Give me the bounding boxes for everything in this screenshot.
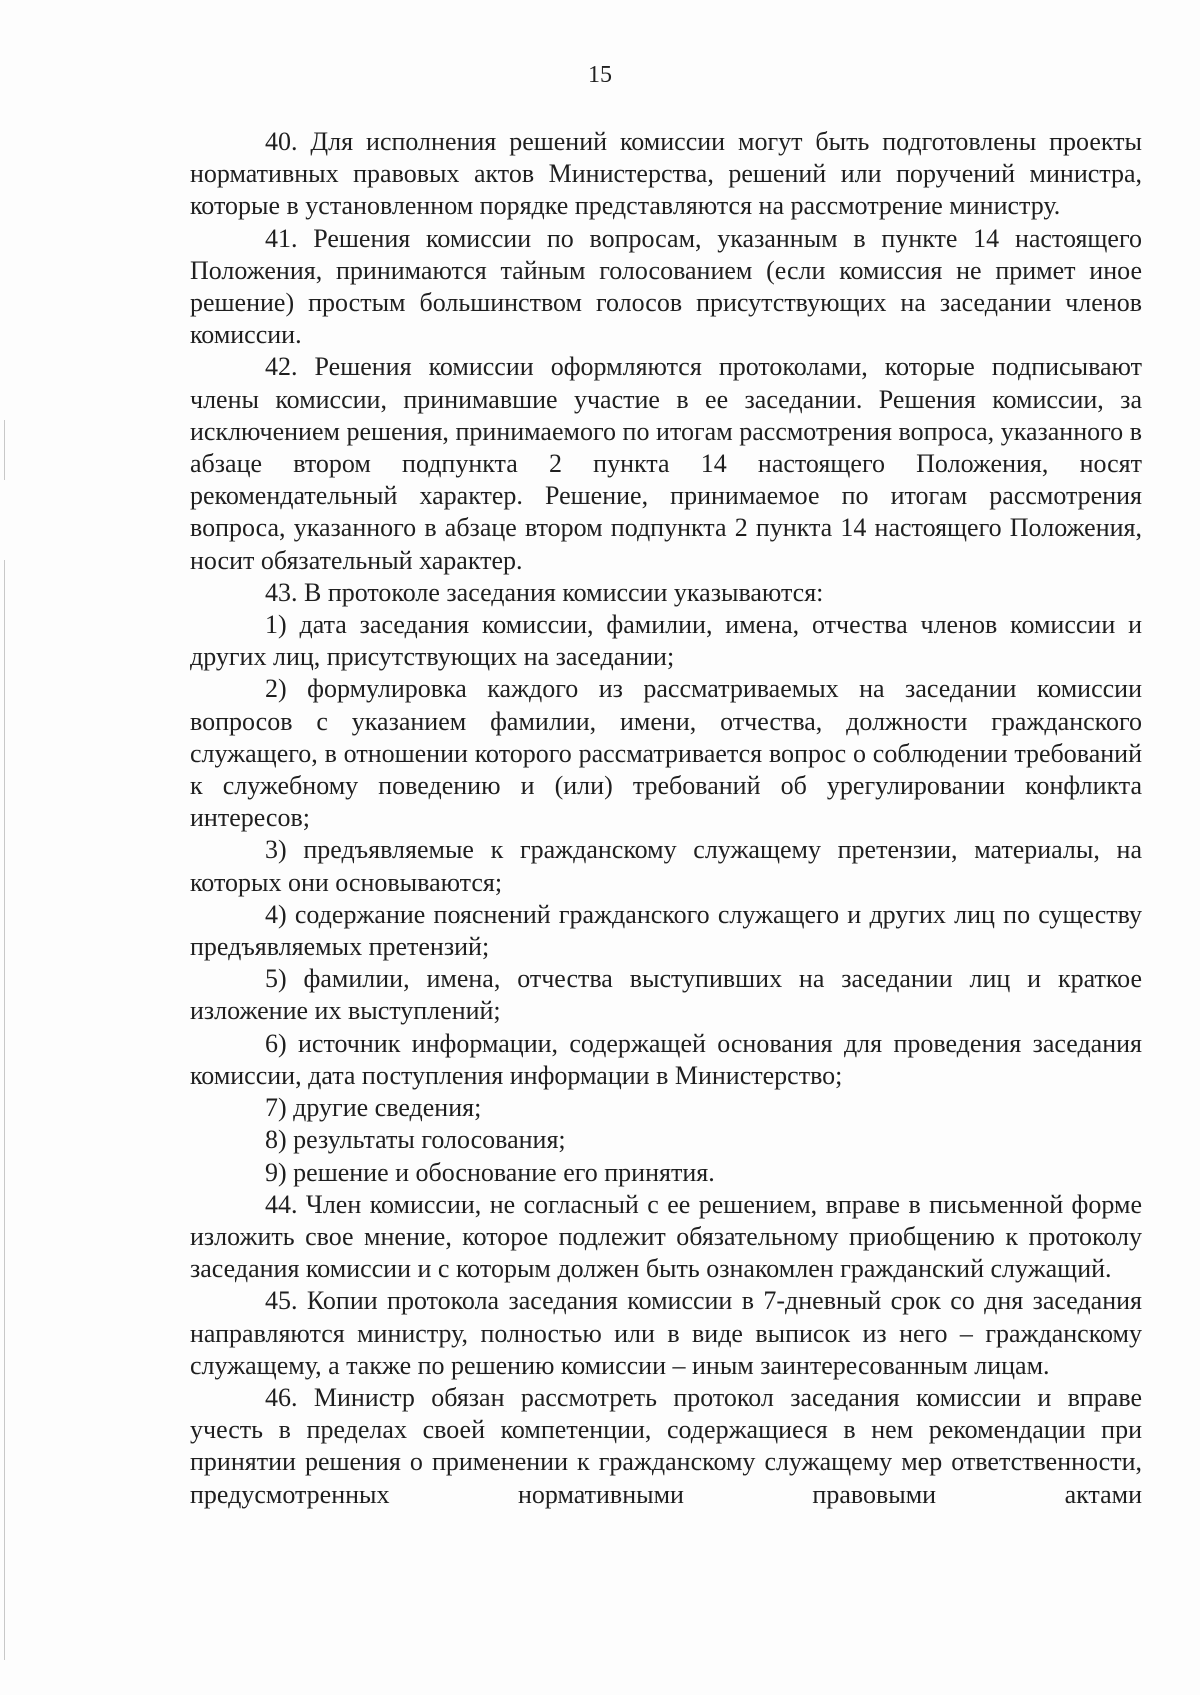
- list-item-2: 2) формулировка каждого из рассматриваемых на заседании комиссии вопросов с указанием фамилии, имени, отчества, должности гражданского служащего, в отношении которого рассматривается вопрос о соблюдении требований к служебному поведению и (или) требований об урегулировании конфликта интересов;: [190, 674, 1142, 833]
- paragraph-42: 42. Решения комиссии оформляются протоколами, которые подписывают члены комиссии, принимавшие участие в ее заседании. Решения комиссии, за исключением решения, принимаемого по итогам рассмотрения вопроса, указанного в абзаце втором подпункта 2 пункта 14 настоящего Положения, носят рекомендательный характер. Решение, принимаемое по итогам рассмотрения вопроса, указанного в абзаце втором подпункта 2 пункта 14 настоящего Положения, носит обязательный характер.: [190, 352, 1142, 575]
- list-item-7: 7) другие сведения;: [265, 1093, 482, 1123]
- list-item-3: 3) предъявляемые к гражданскому служащему претензии, материалы, на которых они основываются;: [190, 835, 1142, 897]
- margin-scan-line: [4, 560, 5, 1660]
- list-item-4: 4) содержание пояснений гражданского служащего и других лиц по существу предъявляемых претензий;: [190, 899, 1142, 962]
- list-item-9: 9) решение и обоснование его принятия.: [265, 1157, 715, 1187]
- paragraph-45: 45. Копии протокола заседания комиссии в 7-дневный срок со дня заседания направляются министру, полностью или в виде выписок из него – гражданскому служащему, а также по решению комиссии – иным заинтересованным лицам.: [190, 1286, 1142, 1380]
- paragraph-46: 46. Министр обязан рассмотреть протокол заседания комиссии и вправе учесть в пределах своей компетенции, содержащиеся в нем рекомендации при принятии решения о применении к гражданскому служащему мер ответственности, предусмотренных нормативными правовыми актами: [190, 1382, 1142, 1509]
- list-item-5: 5) фамилии, имена, отчества выступивших на заседании лиц и краткое изложение их выступлений;: [190, 964, 1142, 1026]
- page-number: 15: [588, 62, 612, 88]
- document-body: [190, 126, 1142, 1511]
- paragraph-43: 43. В протоколе заседания комиссии указываются:: [265, 577, 824, 607]
- list-item-1: 1) дата заседания комиссии, фамилии, имена, отчества членов комиссии и других лиц, присутствующих на заседании;: [190, 610, 1142, 672]
- margin-scan-mark: [4, 420, 5, 480]
- paragraph-41: 41. Решения комиссии по вопросам, указанным в пункте 14 настоящего Положения, принимаются тайным голосованием (если комиссия не примет иное решение) простым большинством голосов присутствующих на заседании членов комиссии.: [190, 223, 1142, 350]
- paragraph-40: 40. Для исполнения решений комиссии могут быть подготовлены проекты нормативных правовых актов Министерства, решений или поручений министра, которые в установленном порядке представляются на рассмотрение министру.: [190, 127, 1142, 221]
- paragraph-44: 44. Член комиссии, не согласный с ее решением, вправе в письменной форме изложить свое мнение, которое подлежит обязательному приобщению к протоколу заседания комиссии и с которым должен быть ознакомлен гражданский служащий.: [190, 1189, 1142, 1284]
- list-item-8: 8) результаты голосования;: [265, 1125, 566, 1155]
- list-item-6: 6) источник информации, содержащей основания для проведения заседания комиссии, дата поступления информации в Министерство;: [190, 1028, 1142, 1090]
